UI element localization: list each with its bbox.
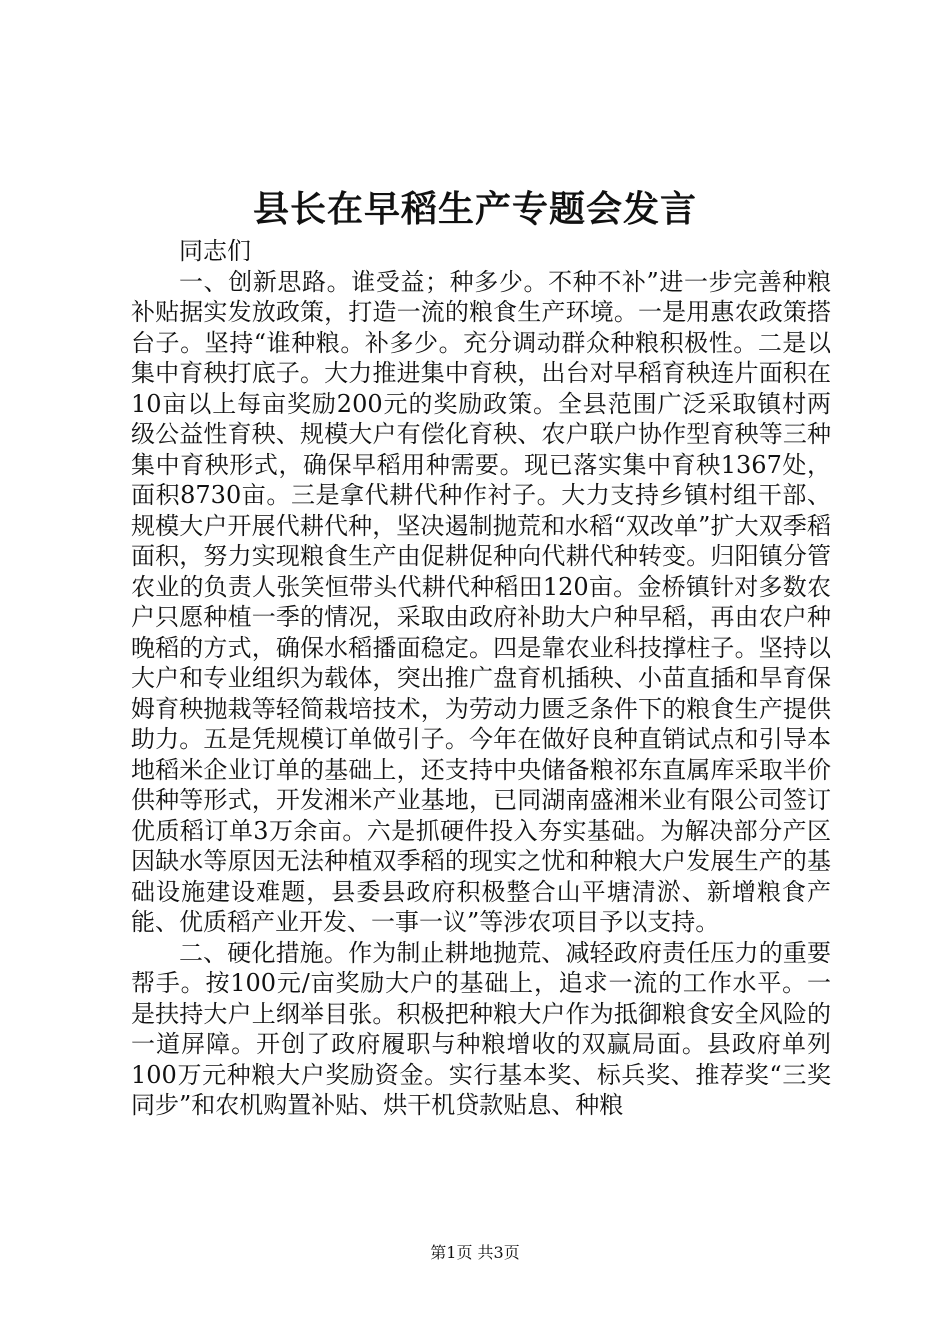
document-title: 县长在早稻生产专题会发言 [252, 188, 697, 230]
paragraph-1: 一、创新思路。谁受益；种多少。不种不补”进一步完善种粮补贴据实发放政策，打造一流的粮食生产环境。一是用惠农政策搭台子。坚持“谁种粮。补多少。充分调动群众种粮积极性。二是以集中育秧打底子。大力推进集中育秧，出台对早稻育秧连片面积在10亩以上每亩奖励200元的奖励政策。全县范围广泛采取镇村两级公益性育秧、规模大户有偿化育秧、农户联户协作型育秧等三种集中育秧形式，确保早稻用种需要。现已落实集中育秧1367处，面积8730亩。三是拿代耕代种作衬子。大力支持乡镇村组干部、规模大户开展代耕代种，坚决遏制抛荒和水稻“双改单”扩大双季稻面积，努力实现粮食生产由促耕促种向代耕代种转变。归阳镇分管农业的负责人张笑恒带头代耕代种稻田120亩。金桥镇针对多数农户只愿种植一季的情况，采取由政府补助大户种早稻，再由农户种晚稻的方式，确保水稻播面稳定。四是靠农业科技撑柱子。坚持以大户和专业组织为载体，突出推广盘育机插秧、小苗直插和旱育保姆育秧抛栽等轻简栽培技术，为劳动力匮乏条件下的粮食生产提供助力。五是凭规模订单做引子。今年在做好良种直销试点和引导本地稻米企业订单的基础上，还支持中央储备粮祁东直属库采取半价供种等形式，开发湘米产业基地，已同湖南盛湘米业有限公司签订优质稻订单3万余亩。六是抓硬件投入夯实基础。为解决部分产区因缺水等原因无法种植双季稻的现实之忧和种粮大户发展生产的基础设施建设难题，县委县政府积极整合山平塘清淤、新增粮食产能、优质稻产业开发、一事一议”等涉农项目予以支持。 [131, 267, 831, 936]
salutation: 同志们 [179, 237, 251, 265]
paragraph-2: 二、硬化措施。作为制止耕地抛荒、减轻政府责任压力的重要帮手。按100元/亩奖励大户的基础上，追求一流的工作水平。一是扶持大户上纲举目张。积极把种粮大户作为抵御粮食安全风险的一道屏障。开创了政府履职与种粮增收的双赢局面。县政府单列100万元种粮大户奖励资金。实行基本奖、标兵奖、推荐奖“三奖同步”和农机购置补贴、烘干机贷款贴息、种粮 [131, 938, 831, 1119]
document-body [131, 236, 831, 1121]
page-footer: 第1页 共3页 [430, 1243, 520, 1262]
